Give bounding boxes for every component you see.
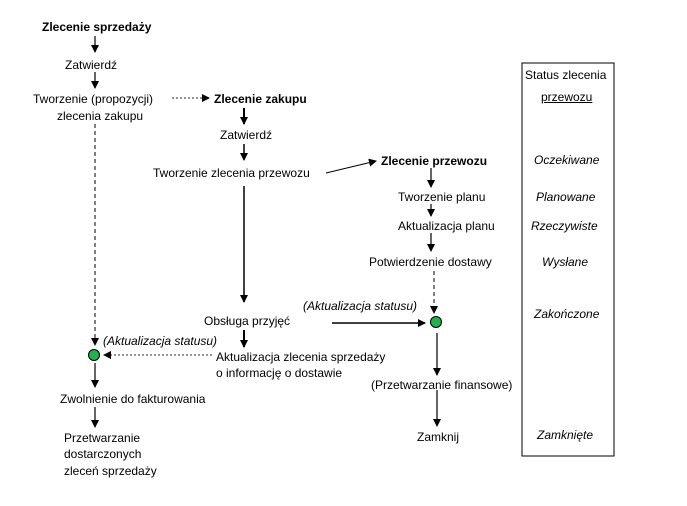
left-approve-step: Zatwierdź — [65, 58, 118, 72]
status-panel-title-line1: Status zlecenia — [525, 68, 607, 82]
financial-processing-step: (Przetwarzanie finansowe) — [371, 378, 513, 392]
release-invoicing-step: Zwolnienie do fakturowania — [60, 392, 206, 406]
process-delivered-line3: zleceń sprzedaży — [64, 464, 157, 478]
status-closed: Zamknięte — [537, 428, 594, 442]
update-plan-step: Aktualizacja planu — [398, 219, 495, 233]
create-po-proposal-line1: Tworzenie (propozycji) — [33, 92, 154, 106]
process-delivered-line2: dostarczonych — [64, 447, 142, 461]
purchase-order-title: Zlecenie zakupu — [214, 92, 307, 106]
left-status-update: (Aktualizacja statusu) — [103, 334, 218, 348]
process-delivered-line1: Przetwarzanie — [64, 431, 141, 445]
close-step: Zamknij — [417, 430, 460, 444]
status-panel-title-line2: przewozu — [541, 90, 593, 104]
status-actual: Rzeczywiste — [531, 219, 598, 233]
status-expected: Oczekiwane — [534, 153, 600, 167]
update-so-line2: o informację o dostawie — [216, 366, 343, 380]
middle-approve-step: Zatwierdź — [220, 128, 273, 142]
status-shipped: Wysłane — [542, 255, 589, 269]
arrow-create-to-to-transport — [326, 161, 376, 173]
confirm-delivery-step: Potwierdzenie dostawy — [369, 255, 492, 269]
status-planned: Planowane — [536, 190, 596, 204]
create-plan-step: Tworzenie planu — [398, 190, 486, 204]
create-po-proposal-line2: zlecenia zakupu — [57, 109, 144, 123]
left-status-node — [89, 350, 100, 361]
status-completed: Zakończone — [534, 307, 600, 321]
update-so-line1: Aktualizacja zlecenia sprzedaży — [216, 350, 386, 364]
receipt-handling-step: Obsługa przyjęć — [204, 314, 291, 328]
sales-order-title: Zlecenie sprzedaży — [42, 20, 152, 34]
transport-order-title: Zlecenie przewozu — [381, 154, 488, 168]
right-status-update: (Aktualizacja statusu) — [303, 299, 418, 313]
right-status-node — [431, 317, 442, 328]
create-transport-order-step: Tworzenie zlecenia przewozu — [153, 166, 310, 180]
